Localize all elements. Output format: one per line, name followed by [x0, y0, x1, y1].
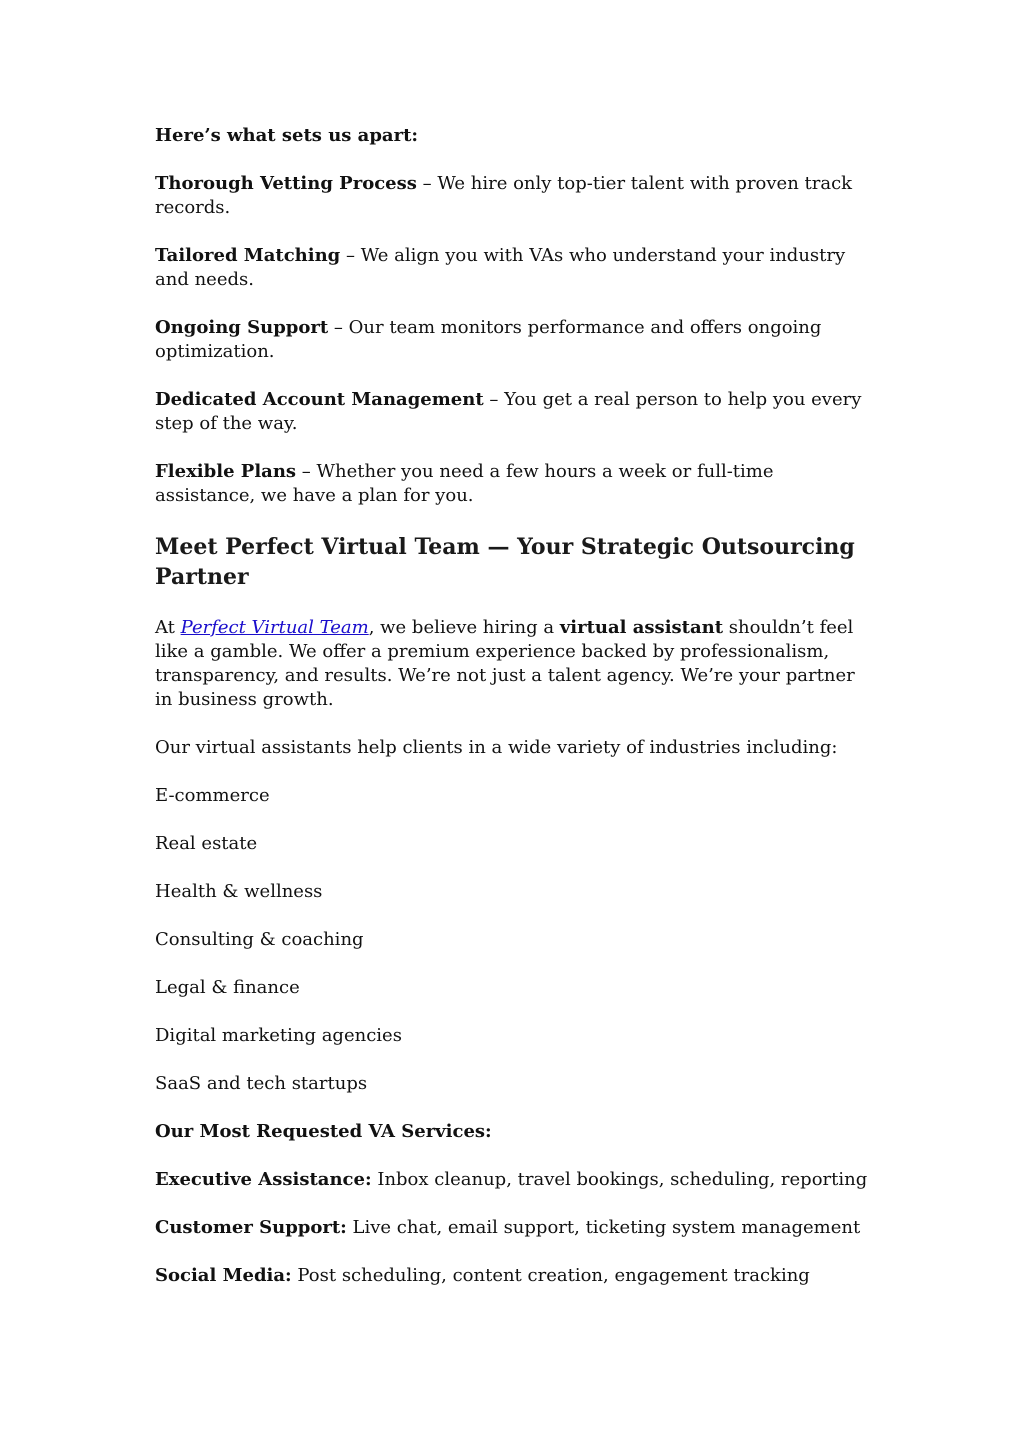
service-title: Social Media: [155, 1265, 292, 1286]
service-text: Live chat, email support, ticketing system management [346, 1217, 861, 1238]
feature-item [155, 388, 870, 436]
industry-item: Legal & finance [155, 977, 300, 998]
industry-item: Consulting & coaching [155, 929, 364, 950]
service-title: Executive Assistance: [155, 1169, 372, 1190]
service-text: Post scheduling, content creation, engagement tracking [291, 1265, 810, 1286]
feature-title: Ongoing Support [155, 317, 329, 338]
document-page [155, 124, 870, 1312]
intro-heading: Here’s what sets us apart: [155, 125, 419, 146]
industries-intro: Our virtual assistants help clients in a wide variety of industries including: [155, 737, 838, 758]
feature-text: – Whether you need a few hours a week or full-time assistance, we have a plan for you. [155, 461, 774, 506]
service-text: Inbox cleanup, travel bookings, scheduling, reporting [371, 1169, 868, 1190]
feature-item [155, 460, 870, 508]
service-title: Customer Support: [155, 1217, 347, 1238]
industry-item: E-commerce [155, 785, 270, 806]
feature-text: – Our team monitors performance and offers ongoing optimization. [155, 317, 822, 362]
section-heading: Meet Perfect Virtual Team — Your Strategic Outsourcing Partner [155, 534, 855, 590]
feature-item [155, 316, 870, 364]
about-bold-term: virtual assistant [559, 617, 724, 638]
feature-title: Flexible Plans [155, 461, 297, 482]
company-link[interactable]: Perfect Virtual Team [180, 617, 369, 638]
feature-text: – You get a real person to help you every step of the way. [155, 389, 862, 434]
feature-title: Thorough Vetting Process [155, 173, 417, 194]
industry-item: Health & wellness [155, 881, 323, 902]
industry-item: SaaS and tech startups [155, 1073, 368, 1094]
feature-title: Dedicated Account Management [155, 389, 484, 410]
feature-text: – We align you with VAs who understand your industry and needs. [155, 245, 846, 290]
service-item [155, 1264, 870, 1288]
feature-text: – We hire only top-tier talent with proven track records. [155, 173, 853, 218]
industry-item: Real estate [155, 833, 258, 854]
feature-title: Tailored Matching [155, 245, 341, 266]
service-item [155, 1168, 870, 1192]
services-heading: Our Most Requested VA Services: [155, 1121, 492, 1142]
service-item [155, 1216, 870, 1240]
feature-item [155, 172, 870, 220]
about-paragraph: At Perfect Virtual Team, we believe hiring a virtual assistant shouldn’t feel like a gamble. We offer a premium experience backed by professionalism, transparency, and results. We’re not just a talent agency. We’re your partner in business growth. [155, 617, 855, 710]
industry-item: Digital marketing agencies [155, 1025, 402, 1046]
feature-item [155, 244, 870, 292]
